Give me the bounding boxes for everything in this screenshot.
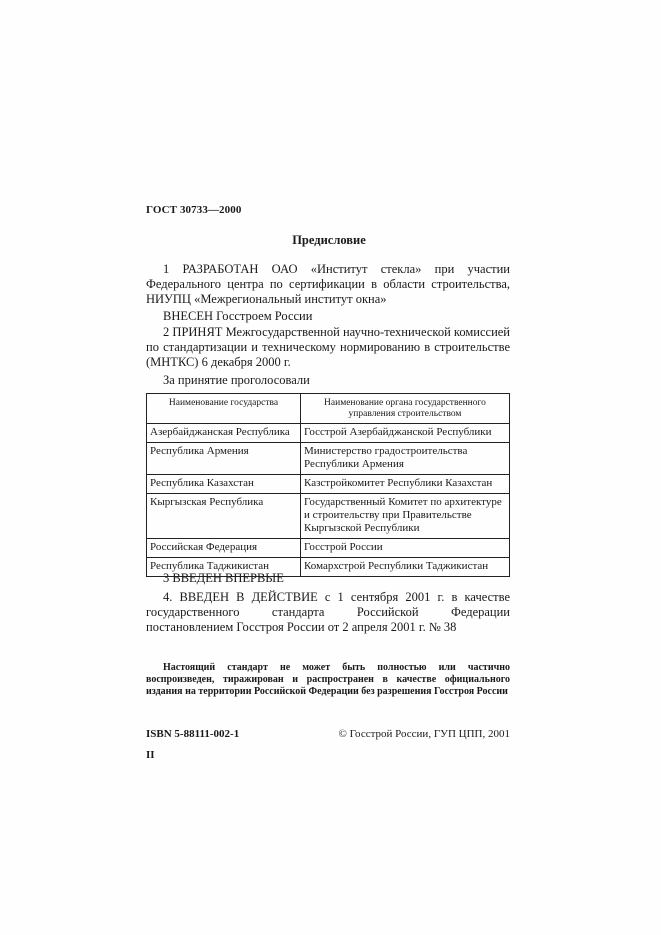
paragraph-voted-for: За принятие проголосовали <box>163 373 310 387</box>
table-header-row <box>147 394 510 424</box>
state-cell: Республика Таджикистан <box>147 558 301 577</box>
column-header-state: Наименование государства <box>147 394 301 424</box>
column-header-authority: Наименование органа государственного управления строительством <box>301 394 510 424</box>
state-cell: Кыргызская Республика <box>147 494 301 539</box>
isbn: ISBN 5-88111-002-1 <box>146 728 240 740</box>
reproduction-notice: Настоящий стандарт не может быть полностью или частично воспроизведен, тиражирован и распространен в качестве официального издания на территории Российской Федерации без разрешения Госстроя России <box>146 662 510 697</box>
table-row <box>147 539 510 558</box>
table-row <box>147 494 510 539</box>
authority-cell: Государственный Комитет по архитектуре и строительству при Правительстве Кыргызской Республики <box>301 494 510 539</box>
authority-cell: Казстройкомитет Республики Казахстан <box>301 475 510 494</box>
paragraph-submitted-by: ВНЕСЕН Госстроем России <box>163 309 313 323</box>
state-cell: Республика Армения <box>147 443 301 475</box>
paragraph-introduced-first: 3 ВВЕДЕН ВПЕРВЫЕ <box>163 571 284 585</box>
document-code: ГОСТ 30733—2000 <box>146 204 242 216</box>
table-row <box>147 443 510 475</box>
voting-states-table <box>146 393 510 577</box>
paragraph-adopted-by: 2 ПРИНЯТ Межгосударственной научно-технической комиссией по стандартизации и техническому нормированию в строительстве (МНТКС) 6 декабря 2000 г. <box>146 325 510 369</box>
paragraph-developed-by: 1 РАЗРАБОТАН ОАО «Институт стекла» при участии Федерального центра по сертификации в области строительства, НИУПЦ «Межрегиональный институт окна» <box>146 262 510 306</box>
table-row <box>147 475 510 494</box>
authority-cell: Комархстрой Республики Таджикистан <box>301 558 510 577</box>
state-cell: Республика Казахстан <box>147 475 301 494</box>
page-number: II <box>146 749 155 761</box>
paragraph-effective-date: 4. ВВЕДЕН В ДЕЙСТВИЕ с 1 сентября 2001 г. в качестве государственного стандарта Российской Федерации постановлением Госстроя России от 2 апреля 2001 г. № 38 <box>146 590 510 634</box>
authority-cell: Госстрой Азербайджанской Республики <box>301 424 510 443</box>
authority-cell: Госстрой России <box>301 539 510 558</box>
state-cell: Российская Федерация <box>147 539 301 558</box>
section-title: Предисловие <box>292 233 366 247</box>
state-cell: Азербайджанская Республика <box>147 424 301 443</box>
copyright-notice: © Госстрой России, ГУП ЦПП, 2001 <box>338 728 510 740</box>
table-row <box>147 424 510 443</box>
authority-cell: Министерство градостроительства Республики Армения <box>301 443 510 475</box>
